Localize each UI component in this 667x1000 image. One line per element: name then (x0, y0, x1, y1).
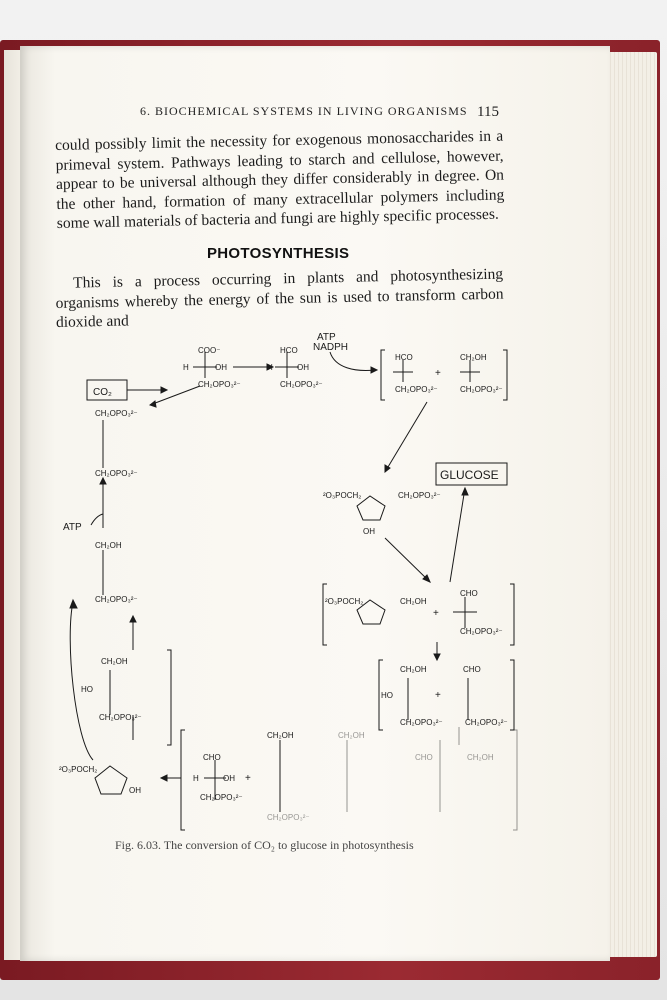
section-heading: PHOTOSYNTHESIS (207, 245, 350, 262)
ch2opo3-label-11: CH₂OPO₃²⁻ (99, 713, 142, 722)
ch2opo3-label-4: CH₂OPO₃²⁻ (460, 385, 503, 394)
ch2opo3-label-3: CH₂OPO₃²⁻ (395, 385, 438, 394)
plus-label: + (435, 368, 441, 379)
ho-label: HO (381, 691, 393, 700)
figure-caption: Fig. 6.03. The conversion of CO₂ to glucose in photosynthesis (115, 838, 414, 852)
cho-label-4: CHO (415, 753, 433, 762)
ch2oh-label: CH₂OH (460, 353, 487, 362)
oh-ring-label-2: OH (129, 786, 141, 795)
ch2oh-label-8: CH₂OH (95, 541, 122, 550)
ch2opo3-label-10: CH₂OPO₃²⁻ (267, 813, 310, 822)
ch2opo3-label-7: CH₂OPO₃²⁻ (400, 718, 443, 727)
plus-label-2: + (433, 608, 439, 619)
ch2oh-label-4: CH₂OH (267, 731, 294, 740)
paragraph-1: could possibly limit the necessity for exogenous monosaccharides in a primeval system. Pathways leading to starch and cellulose, however, appear to be universal although they differ considerably in degree. On the other hand, formation of many extracellular polymers including some wall materials of bacteria and fungi are highly specific processes. (55, 127, 505, 232)
ch2oh-label-2: CH₂OH (400, 597, 427, 606)
ch2opo3-label-13: CH₂OPO₃²⁻ (95, 469, 138, 478)
plus-label-3: + (435, 690, 441, 701)
co2-label: CO₂ (93, 387, 112, 398)
hco-label: HCO (280, 346, 298, 355)
nadph-label: NADPH (313, 342, 349, 353)
cho-label: CHO (460, 589, 478, 598)
oh-ring-label: OH (363, 527, 375, 536)
o3poch2-label-3: ²O₃POCH₂ (59, 765, 98, 774)
h-label-3: H (193, 774, 199, 783)
page-number: 115 (477, 104, 499, 120)
ch2opo3-label-5: CH₂OPO₃²⁻ (398, 491, 441, 500)
ch2oh-label-6: CH₂OH (467, 753, 494, 762)
oh-label-3: OH (223, 774, 235, 783)
ch2oh-label-3: CH₂OH (400, 665, 427, 674)
atp-left-label: ATP (63, 522, 82, 533)
ch2opo3-label-14: CH₂OPO₃²⁻ (95, 595, 138, 604)
oh-label: OH (215, 363, 227, 372)
ch2opo3-label: CH₂OPO₃²⁻ (198, 380, 241, 389)
o3poch2-label-2: ²O₃POCH₂ (325, 597, 364, 606)
ch2opo3-label-6: CH₂OPO₃²⁻ (460, 627, 503, 636)
ho-label-2: HO (81, 685, 93, 694)
ch2oh-label-5: CH₂OH (338, 731, 365, 740)
ch2opo3-label-9: CH₂OPO₃²⁻ (200, 793, 243, 802)
coo-label: COO⁻ (198, 346, 221, 355)
plus-label-4: + (245, 773, 251, 784)
o3poch2-label: ²O₃POCH₂ (323, 491, 362, 500)
hco-label-3: HCO (395, 353, 413, 362)
oh-label-2: OH (297, 363, 309, 372)
ch2opo3-label-12: CH₂OPO₃²⁻ (95, 409, 138, 418)
atp-label: ATP (317, 332, 336, 343)
cho-label-2: CHO (463, 665, 481, 674)
h-label-2: H (267, 363, 273, 372)
h-label: H (183, 363, 189, 372)
photosynthesis-diagram (55, 320, 535, 840)
paragraph-2: This is a process occurring in plants and photosynthesizing organisms whereby the energy of the sun is used to transform carbon dioxide and (55, 265, 504, 331)
glucose-label: GLUCOSE (440, 468, 499, 482)
cho-label-3: CHO (203, 753, 221, 762)
running-head: 6. BIOCHEMICAL SYSTEMS IN LIVING ORGANISMS (140, 104, 468, 118)
ch2oh-label-7: CH₂OH (101, 657, 128, 666)
ch2opo3-label-8: CH₂OPO₃²⁻ (465, 718, 508, 727)
ch2opo3-label-2: CH₂OPO₃²⁻ (280, 380, 323, 389)
